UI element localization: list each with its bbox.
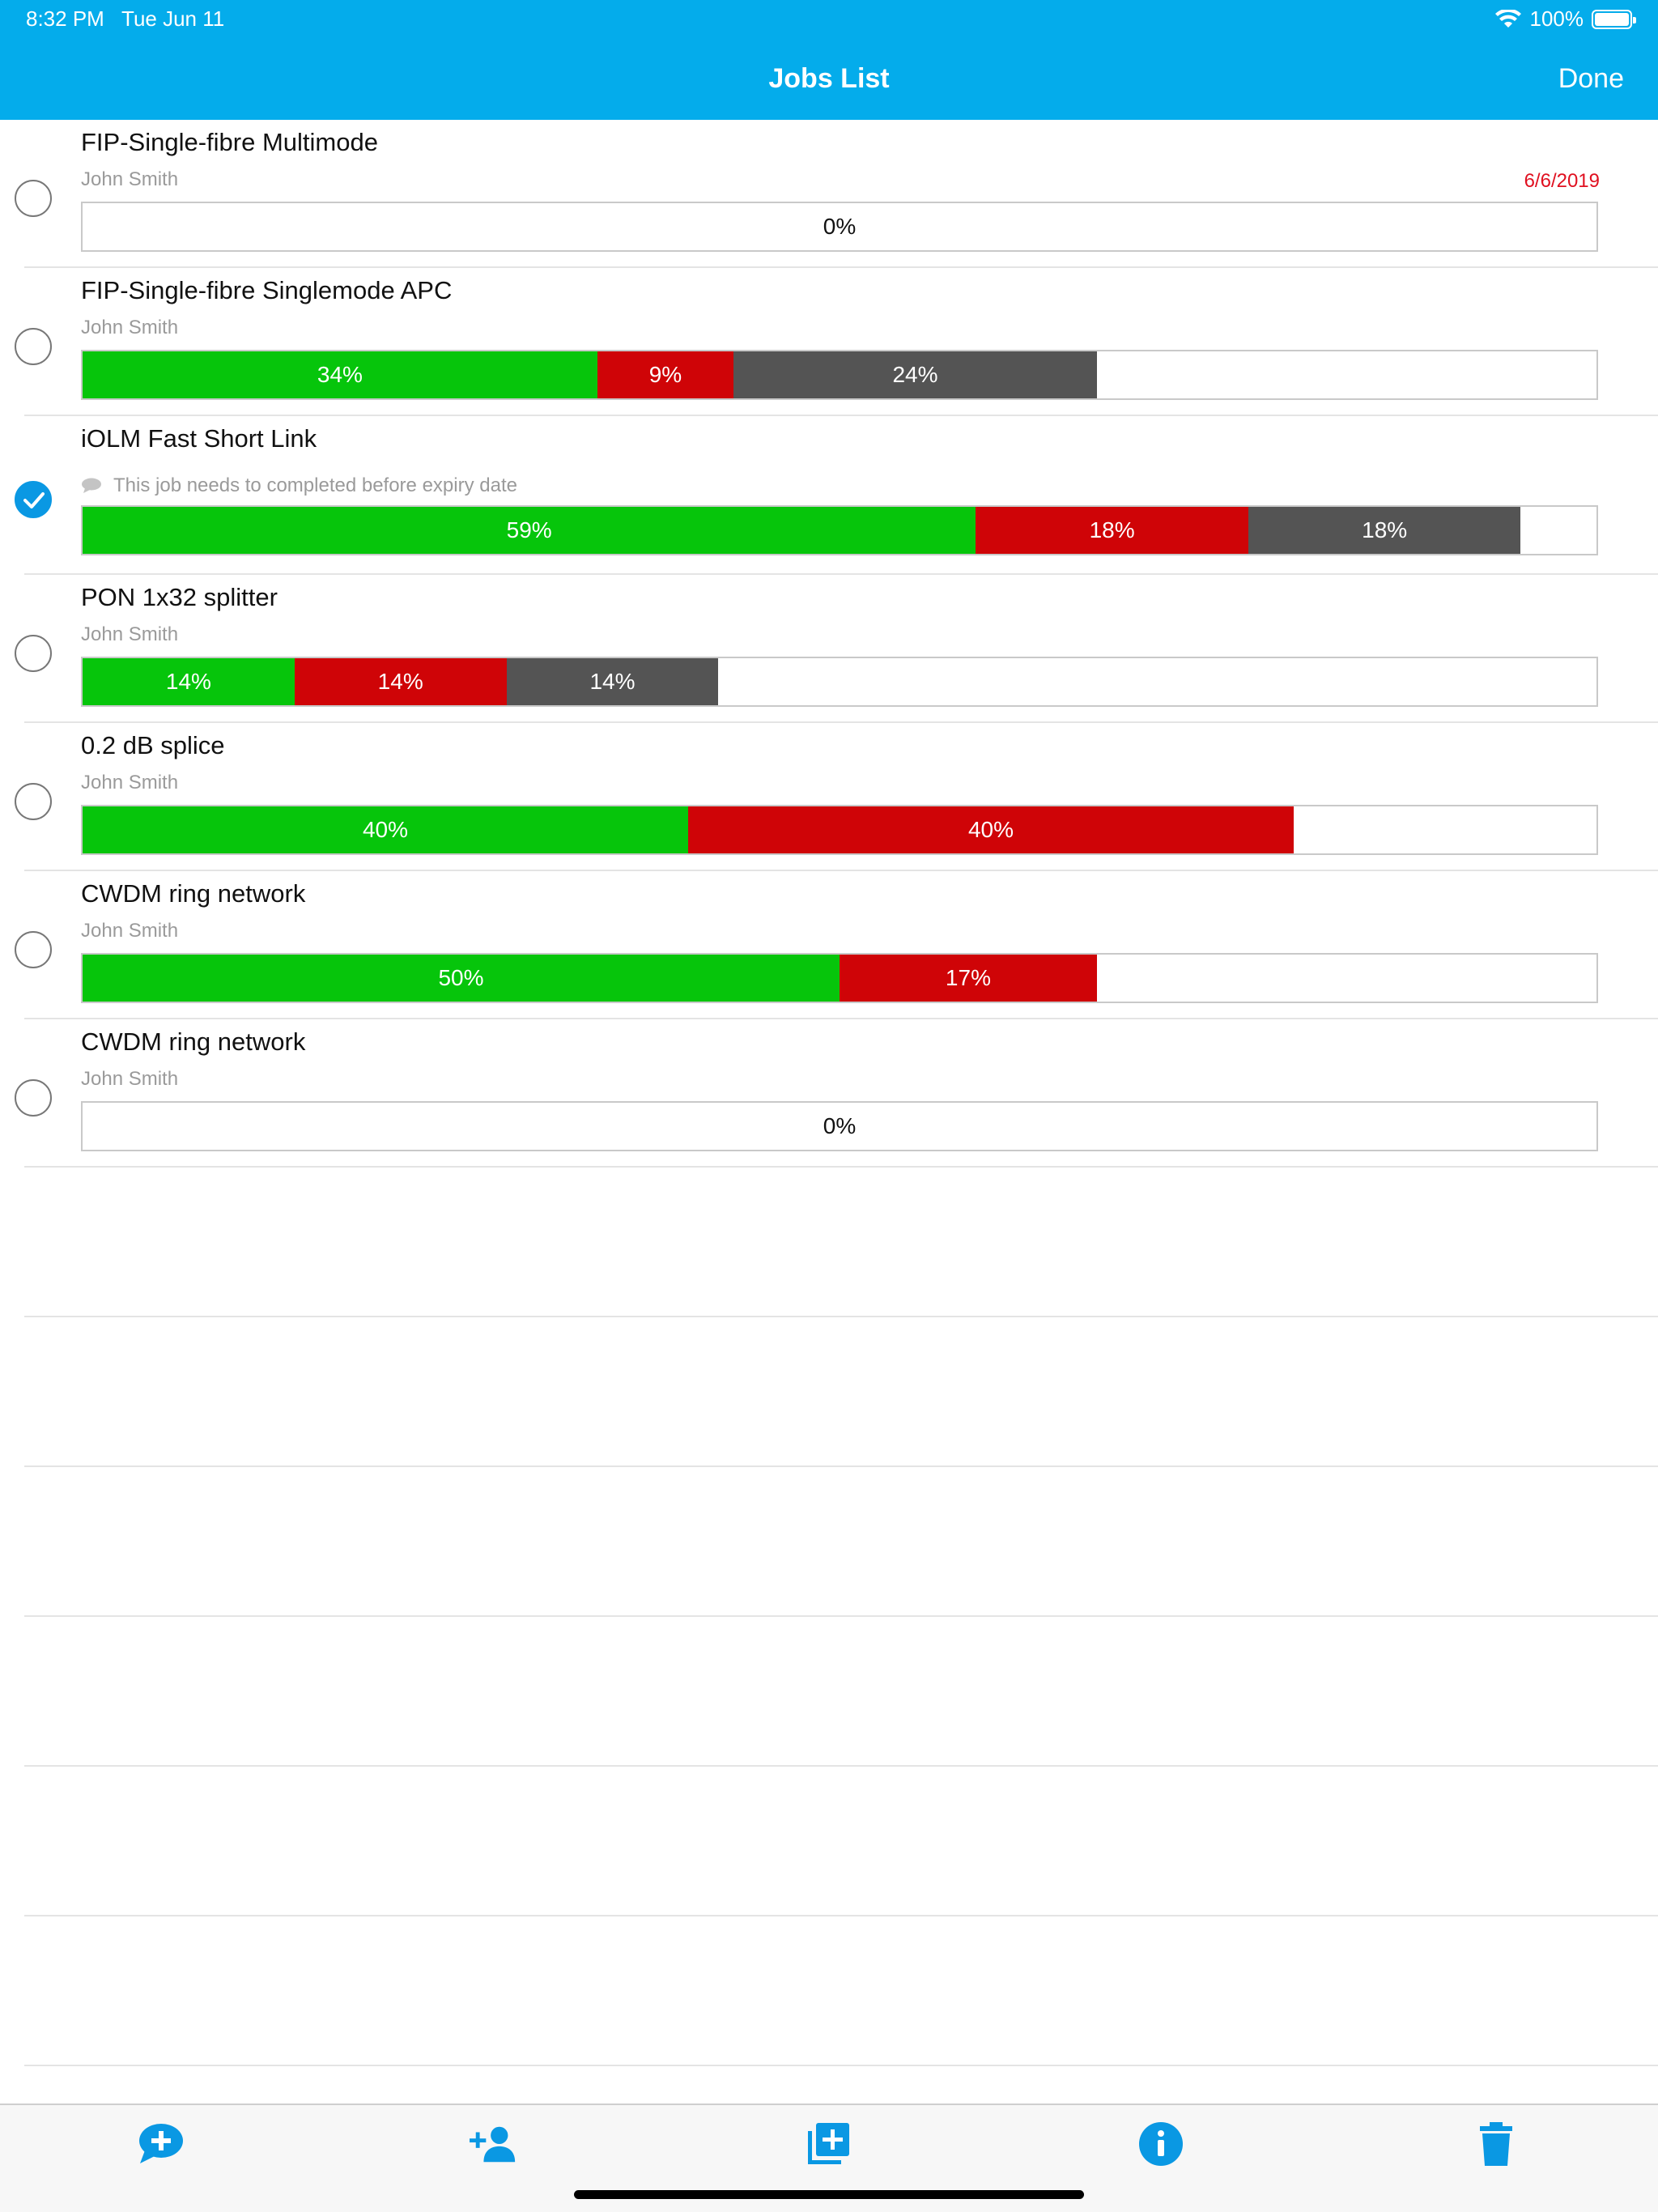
selected-check-icon[interactable] [15,481,52,518]
job-row[interactable] [24,120,1658,268]
job-title: 0.2 dB splice [81,731,225,759]
job-owner: John Smith [81,623,179,645]
status-bar-right [1494,6,1633,32]
job-title: iOLM Fast Short Link [81,424,317,453]
progress-segment-green: 50% [83,955,840,1002]
empty-list-row [24,1767,1658,1916]
progress-label: 0% [823,214,857,239]
empty-list-row [24,1317,1658,1467]
progress-segment-red: 17% [840,955,1097,1002]
battery-percent: 100% [1529,6,1584,31]
job-owner: John Smith [81,168,179,190]
status-date: Tue Jun 11 [121,6,225,31]
add-copy-icon[interactable] [804,2120,852,2168]
job-comment-text: This job needs to completed before expiry date [113,474,517,496]
progress-bar [81,350,1598,400]
empty-list-row [24,1916,1658,2066]
job-row[interactable] [24,268,1658,416]
add-comment-icon[interactable] [136,2120,185,2168]
battery-icon [1592,10,1632,29]
job-title: CWDM ring network [81,879,306,908]
progress-segment-red: 9% [597,351,733,398]
empty-list-row [24,1617,1658,1767]
select-radio[interactable] [15,328,52,365]
progress-bar [81,202,1598,252]
job-row[interactable] [24,416,1658,575]
progress-bar [81,505,1598,555]
progress-bar [81,1101,1598,1151]
empty-list-row [24,1168,1658,1317]
navigation-header [0,0,1658,120]
progress-bar [81,657,1598,707]
add-person-icon[interactable] [470,2120,518,2168]
progress-segment-red: 18% [976,507,1248,554]
wifi-icon [1494,10,1522,29]
select-radio[interactable] [15,931,52,968]
progress-bar [81,805,1598,855]
job-row[interactable] [24,1019,1658,1168]
status-time: 8:32 PM [26,6,104,31]
progress-segment-green: 40% [83,806,688,853]
job-owner: John Smith [81,772,179,793]
done-button[interactable]: Done [1558,63,1624,94]
select-radio[interactable] [15,635,52,672]
job-owner: John Smith [81,1068,179,1090]
job-title: PON 1x32 splitter [81,583,278,611]
progress-segment-gray: 24% [733,351,1097,398]
info-icon[interactable] [1137,2120,1185,2168]
progress-label: 0% [823,1113,857,1138]
status-bar-left [26,6,224,32]
job-expiry-date: 6/6/2019 [1524,170,1600,192]
job-owner: John Smith [81,920,179,942]
progress-segment-red: 14% [295,658,507,705]
progress-segment-green: 14% [83,658,295,705]
page-title: Jobs List [768,63,890,94]
job-row[interactable] [24,575,1658,723]
progress-segment-gray: 18% [1248,507,1521,554]
jobs-list [0,120,1658,2066]
home-indicator[interactable] [574,2190,1084,2199]
job-title: CWDM ring network [81,1027,306,1056]
job-comment [81,474,517,497]
progress-bar [81,953,1598,1003]
select-radio[interactable] [15,180,52,217]
job-title: FIP-Single-fibre Singlemode APC [81,276,453,304]
progress-segment-green: 59% [83,507,976,554]
select-radio[interactable] [15,783,52,820]
progress-segment-green: 34% [83,351,597,398]
job-row[interactable] [24,871,1658,1019]
progress-segment-red: 40% [688,806,1294,853]
job-owner: John Smith [81,317,179,338]
progress-segment-gray: 14% [507,658,719,705]
trash-icon[interactable] [1472,2120,1520,2168]
job-title: FIP-Single-fibre Multimode [81,128,378,156]
comment-bubble-icon [81,478,102,494]
empty-list-row [24,1467,1658,1617]
select-radio[interactable] [15,1079,52,1117]
job-row[interactable] [24,723,1658,871]
